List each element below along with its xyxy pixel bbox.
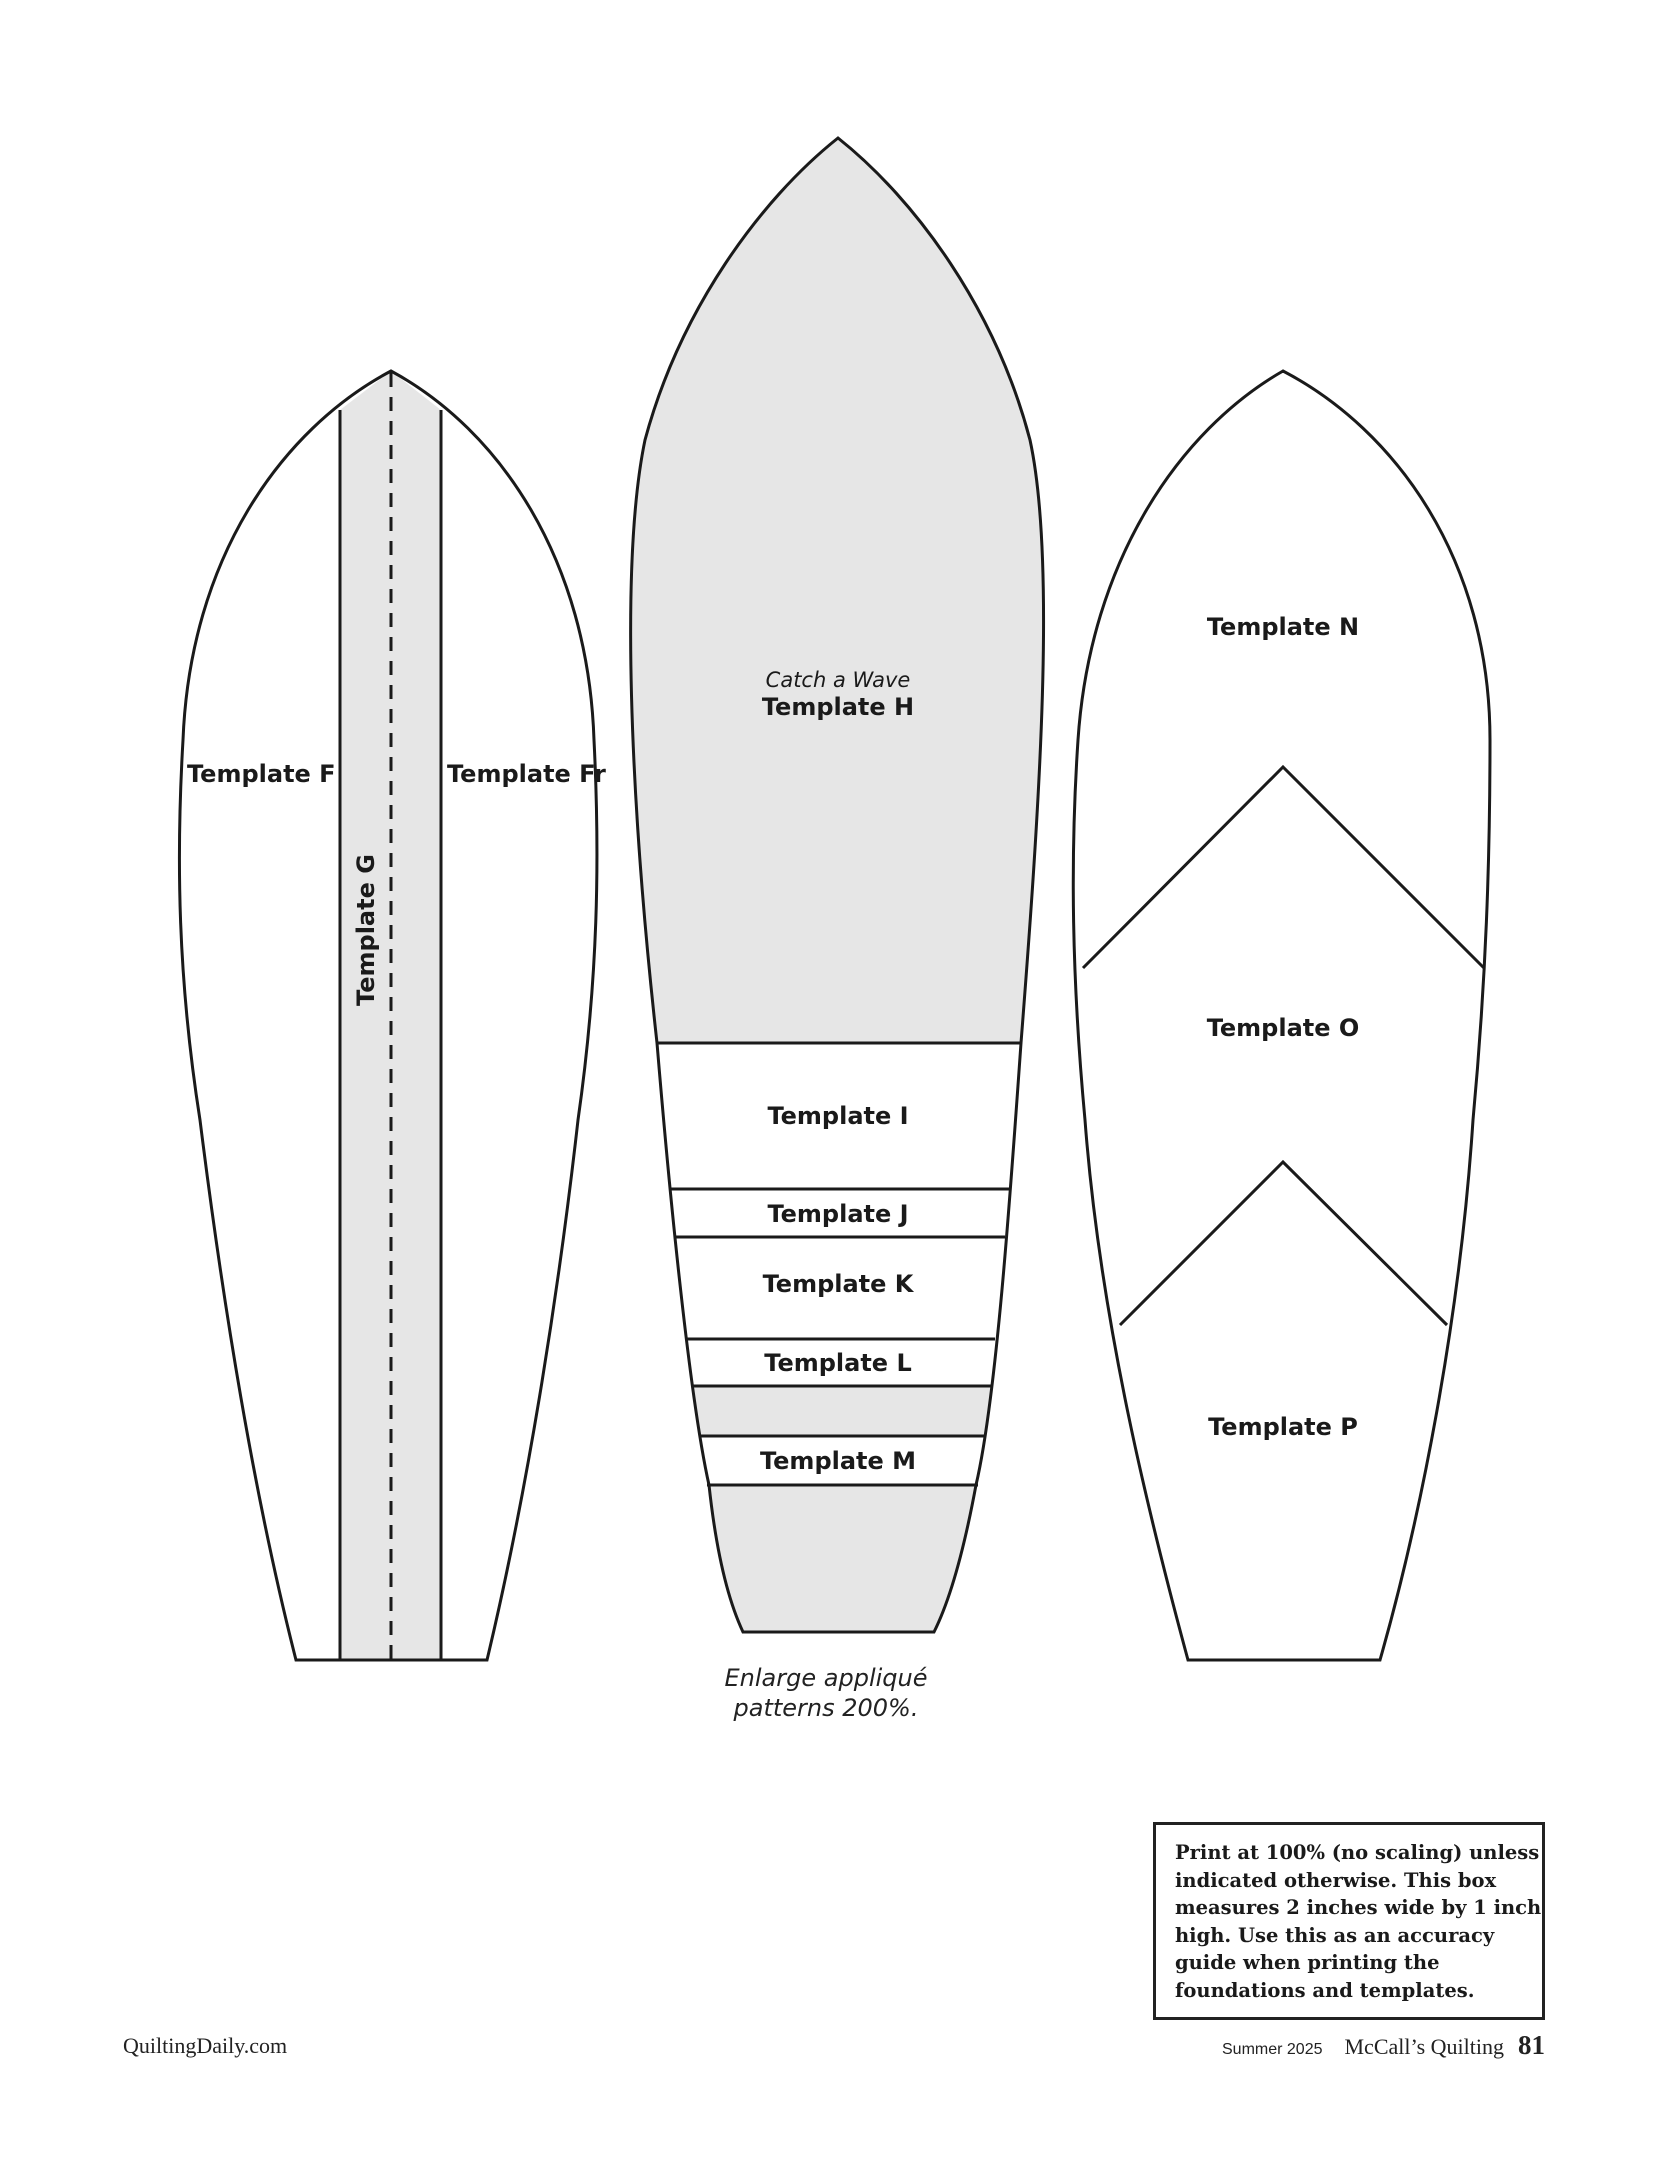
template-i-label: Template I — [767, 1102, 909, 1130]
template-j-label: Template J — [767, 1200, 909, 1228]
chevron-o-p — [1120, 1162, 1447, 1325]
enlarge-note-line-2: patterns 200%. — [733, 1694, 919, 1722]
chevron-n-o — [1083, 767, 1484, 968]
footer-issue: Summer 2025 — [1222, 2041, 1323, 2058]
print-box-line-5: guide when printing the — [1175, 1951, 1440, 1974]
print-box-line-4: high. Use this as an accuracy — [1175, 1923, 1495, 1947]
template-fr-label: Template Fr — [447, 760, 606, 788]
template-m-label: Template M — [759, 1447, 917, 1475]
right-surfboard — [1073, 371, 1490, 1660]
middle-surfboard — [631, 138, 1044, 1722]
gray-band-between-l-m — [694, 1386, 991, 1436]
left-surfboard — [179, 371, 606, 1660]
template-g-label: Template G — [352, 854, 380, 1006]
template-k-label: Template K — [762, 1270, 914, 1298]
page-number: 81 — [1518, 2030, 1545, 2060]
pattern-name-label: Catch a Wave — [765, 668, 911, 692]
template-n-label: Template N — [1206, 613, 1360, 641]
print-box-line-3: measures 2 inches wide by 1 inch — [1175, 1896, 1542, 1919]
footer-site: QuiltingDaily.com — [123, 2033, 288, 2058]
template-h-shape — [631, 138, 1044, 1043]
footer-magazine: McCall’s Quilting — [1344, 2034, 1504, 2059]
template-f-label: Template F — [187, 760, 336, 788]
print-box-line-1: Print at 100% (no scaling) unless — [1175, 1841, 1540, 1864]
print-box-line-2: indicated otherwise. This box — [1175, 1868, 1497, 1892]
footer-folio — [1222, 2030, 1545, 2061]
enlarge-note-line-1: Enlarge appliqué — [724, 1664, 928, 1692]
template-h-label: Template H — [761, 693, 915, 721]
template-o-label: Template O — [1206, 1014, 1360, 1042]
print-accuracy-box — [1153, 1822, 1545, 2020]
template-p-label: Template P — [1208, 1413, 1358, 1441]
gray-tail — [709, 1485, 976, 1632]
print-box-line-6: foundations and templates. — [1175, 1978, 1475, 2002]
template-l-label: Template L — [764, 1349, 912, 1377]
